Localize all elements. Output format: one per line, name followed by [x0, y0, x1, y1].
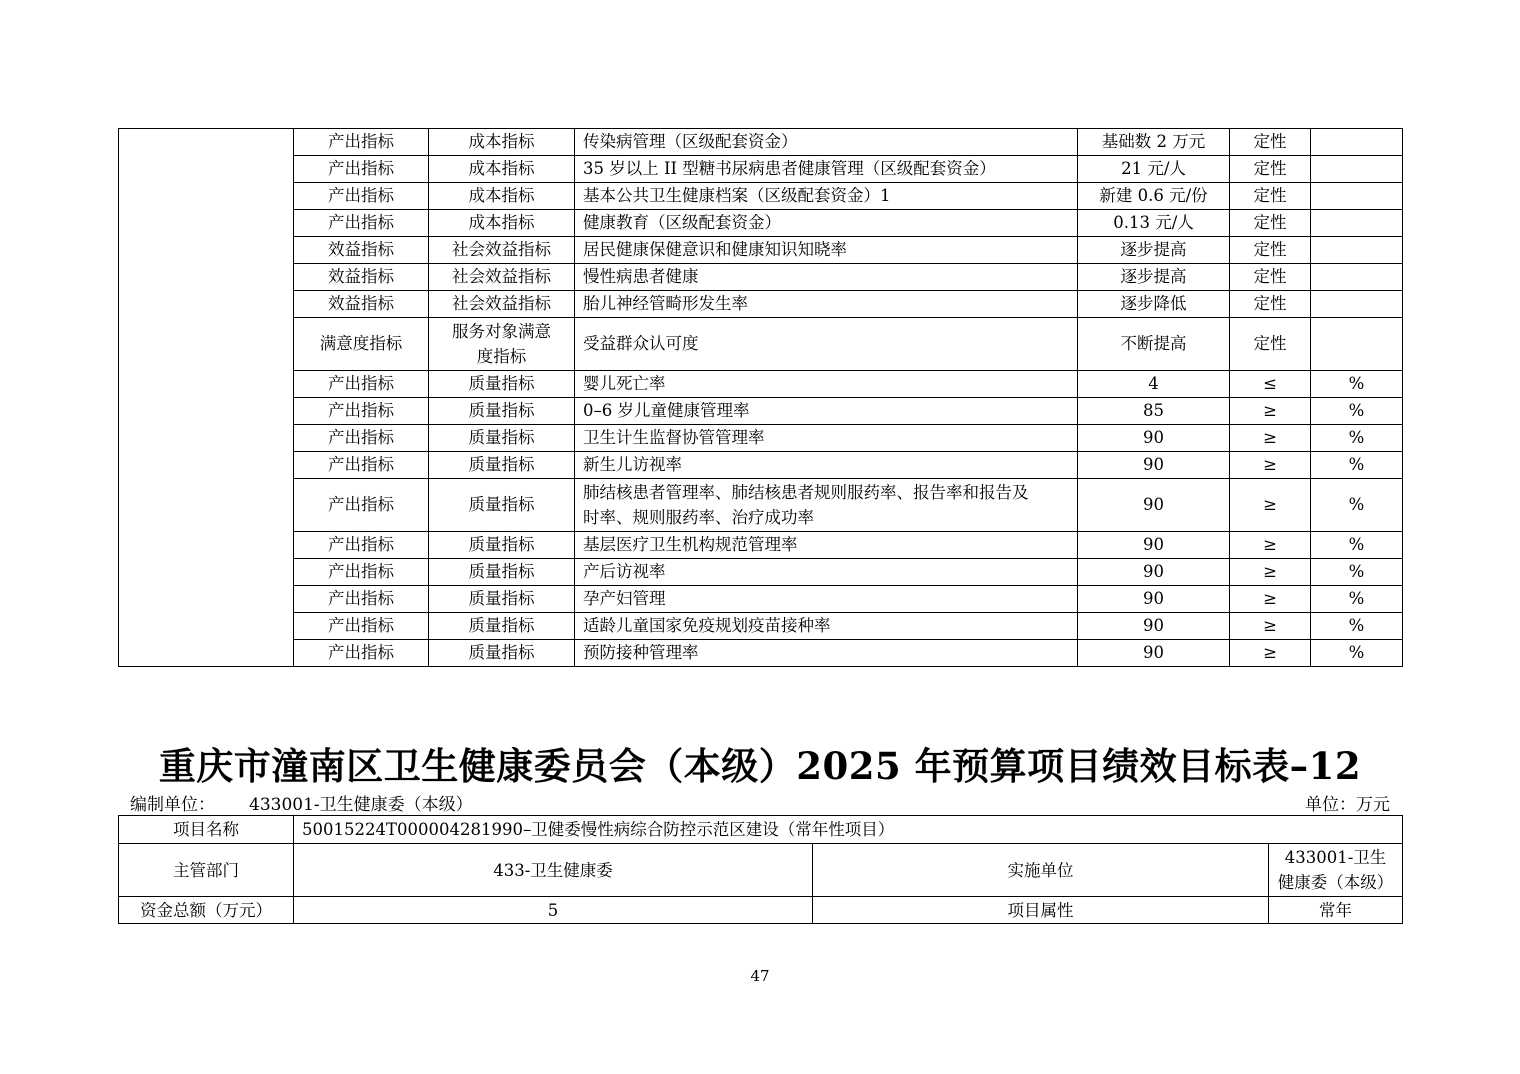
indicator-value: 90: [1078, 613, 1230, 640]
indicator-unit: [1311, 237, 1403, 264]
indicator-table-body: [119, 129, 1403, 667]
indicator-unit: %: [1311, 398, 1403, 425]
indicator-unit: %: [1311, 586, 1403, 613]
indicator-name: 传染病管理（区级配套资金）: [575, 129, 1078, 156]
fund-total-value: 5: [294, 897, 813, 924]
indicator-name: 0–6 岁儿童健康管理率: [575, 398, 1078, 425]
table-row: [119, 264, 1403, 291]
table-row: [119, 640, 1403, 667]
indicator-unit: %: [1311, 425, 1403, 452]
table-row: [119, 586, 1403, 613]
indicator-operator: ≥: [1230, 452, 1311, 479]
table-row: [119, 452, 1403, 479]
indicator-value: 90: [1078, 479, 1230, 532]
indicator-operator: 定性: [1230, 237, 1311, 264]
indicator-value: 90: [1078, 559, 1230, 586]
indicator-value: 90: [1078, 640, 1230, 667]
indicator-value: 90: [1078, 586, 1230, 613]
indicator-unit: [1311, 264, 1403, 291]
level1-indicator: 效益指标: [294, 237, 429, 264]
level1-indicator: 产出指标: [294, 452, 429, 479]
level1-indicator: 产出指标: [294, 586, 429, 613]
level2-indicator: 质量指标: [429, 425, 575, 452]
level2-indicator: 质量指标: [429, 586, 575, 613]
level2-indicator-line2: 度指标: [476, 347, 527, 366]
level2-indicator: 质量指标: [429, 398, 575, 425]
indicator-name: 孕产妇管理: [575, 586, 1078, 613]
level1-indicator: 产出指标: [294, 183, 429, 210]
level2-indicator: 成本指标: [429, 183, 575, 210]
indicator-unit: %: [1311, 532, 1403, 559]
table-row: [119, 129, 1403, 156]
indicator-operator: ≥: [1230, 586, 1311, 613]
indicator-name: 胎儿神经管畸形发生率: [575, 291, 1078, 318]
level1-indicator: 效益指标: [294, 291, 429, 318]
page-title: 重庆市潼南区卫生健康委员会（本级）2025 年预算项目绩效目标表–12: [158, 744, 1362, 788]
indicator-operator: 定性: [1230, 183, 1311, 210]
level2-indicator: 社会效益指标: [429, 237, 575, 264]
table-row: [119, 291, 1403, 318]
indicator-operator: ≥: [1230, 479, 1311, 532]
indicator-value: 85: [1078, 398, 1230, 425]
table-row: [119, 371, 1403, 398]
indicator-unit: [1311, 291, 1403, 318]
table-row: [119, 156, 1403, 183]
indicator-unit: %: [1311, 640, 1403, 667]
indicator-name: [575, 479, 1078, 532]
indicator-unit: [1311, 129, 1403, 156]
indicator-operator: ≥: [1230, 613, 1311, 640]
indicator-unit: %: [1311, 479, 1403, 532]
indicator-name: 婴儿死亡率: [575, 371, 1078, 398]
indicator-operator: ≤: [1230, 371, 1311, 398]
indicator-name: 产后访视率: [575, 559, 1078, 586]
indicator-unit: %: [1311, 452, 1403, 479]
department-row: [119, 844, 1403, 897]
project-blank-cell: [119, 129, 294, 667]
fund-row: [119, 897, 1403, 924]
indicator-unit: [1311, 183, 1403, 210]
compiling-unit-label: 编制单位：: [130, 795, 215, 815]
indicator-name: 基本公共卫生健康档案（区级配套资金）1: [575, 183, 1078, 210]
table-row: [119, 559, 1403, 586]
level1-indicator: 产出指标: [294, 156, 429, 183]
indicator-value: 逐步提高: [1078, 237, 1230, 264]
indicator-name: 卫生计生监督协管管理率: [575, 425, 1078, 452]
project-name-row: [119, 816, 1403, 844]
indicator-name: 慢性病患者健康: [575, 264, 1078, 291]
level1-indicator: 产出指标: [294, 479, 429, 532]
indicator-value: 不断提高: [1078, 318, 1230, 371]
level2-indicator: 成本指标: [429, 129, 575, 156]
table-row: [119, 532, 1403, 559]
indicator-value: 90: [1078, 532, 1230, 559]
level2-indicator: 社会效益指标: [429, 264, 575, 291]
fund-total-label: 资金总额（万元）: [119, 897, 294, 924]
level2-indicator: 成本指标: [429, 156, 575, 183]
level2-indicator: 质量指标: [429, 479, 575, 532]
indicator-name-line1: 肺结核患者管理率、肺结核患者规则服药率、报告率和报告及: [583, 483, 1029, 502]
indicator-unit: [1311, 210, 1403, 237]
level1-indicator: 产出指标: [294, 640, 429, 667]
level2-indicator: 质量指标: [429, 452, 575, 479]
page-number: 47: [750, 967, 770, 985]
level1-indicator: 效益指标: [294, 264, 429, 291]
level1-indicator: 满意度指标: [294, 318, 429, 371]
project-name-label: 项目名称: [119, 816, 294, 844]
indicator-operator: 定性: [1230, 318, 1311, 371]
table-row: [119, 398, 1403, 425]
indicator-operator: 定性: [1230, 156, 1311, 183]
level2-indicator: 质量指标: [429, 559, 575, 586]
table-row: [119, 210, 1403, 237]
level2-indicator: 成本指标: [429, 210, 575, 237]
level1-indicator: 产出指标: [294, 425, 429, 452]
indicator-operator: ≥: [1230, 425, 1311, 452]
table-row: [119, 479, 1403, 532]
department-value: 433-卫生健康委: [294, 844, 813, 897]
indicator-operator: 定性: [1230, 210, 1311, 237]
department-label: 主管部门: [119, 844, 294, 897]
indicator-name: 居民健康保健意识和健康知识知晓率: [575, 237, 1078, 264]
indicator-table: [118, 128, 1403, 667]
level1-indicator: 产出指标: [294, 532, 429, 559]
indicator-unit: [1311, 156, 1403, 183]
currency-unit: 单位：万元: [1305, 795, 1390, 815]
project-attribute-label: 项目属性: [813, 897, 1269, 924]
indicator-name: 基层医疗卫生机构规范管理率: [575, 532, 1078, 559]
table-row: [119, 318, 1403, 371]
table-row: [119, 425, 1403, 452]
indicator-operator: ≥: [1230, 559, 1311, 586]
indicator-unit: %: [1311, 559, 1403, 586]
level1-indicator: 产出指标: [294, 210, 429, 237]
indicator-operator: ≥: [1230, 640, 1311, 667]
level2-indicator-line1: 服务对象满意: [452, 322, 551, 341]
indicator-unit: %: [1311, 371, 1403, 398]
indicator-value: 逐步提高: [1078, 264, 1230, 291]
indicator-name: 预防接种管理率: [575, 640, 1078, 667]
level2-indicator: 质量指标: [429, 532, 575, 559]
indicator-name: 35 岁以上 II 型糖书尿病患者健康管理（区级配套资金）: [575, 156, 1078, 183]
indicator-value: 90: [1078, 452, 1230, 479]
level2-indicator: 质量指标: [429, 640, 575, 667]
indicator-value: 逐步降低: [1078, 291, 1230, 318]
implementer-label: 实施单位: [813, 844, 1269, 897]
implementer-value-line1: 433001-卫生: [1284, 848, 1387, 867]
project-attribute-value: 常年: [1269, 897, 1403, 924]
indicator-value: 0.13 元/人: [1078, 210, 1230, 237]
indicator-value: 基础数 2 万元: [1078, 129, 1230, 156]
indicator-value: 90: [1078, 425, 1230, 452]
indicator-value: 新建 0.6 元/份: [1078, 183, 1230, 210]
level1-indicator: 产出指标: [294, 398, 429, 425]
indicator-operator: ≥: [1230, 532, 1311, 559]
level2-indicator: 质量指标: [429, 613, 575, 640]
implementer-value: [1269, 844, 1403, 897]
compiling-unit-value: 433001-卫生健康委（本级）: [249, 795, 473, 815]
indicator-unit: [1311, 318, 1403, 371]
indicator-operator: 定性: [1230, 264, 1311, 291]
indicator-operator: 定性: [1230, 129, 1311, 156]
level1-indicator: 产出指标: [294, 559, 429, 586]
table-row: [119, 237, 1403, 264]
level2-indicator: 质量指标: [429, 371, 575, 398]
indicator-value: 21 元/人: [1078, 156, 1230, 183]
indicator-name: 新生儿访视率: [575, 452, 1078, 479]
level2-indicator: [429, 318, 575, 371]
indicator-name-line2: 时率、规则服药率、治疗成功率: [583, 508, 814, 527]
level1-indicator: 产出指标: [294, 613, 429, 640]
indicator-operator: ≥: [1230, 398, 1311, 425]
compiling-unit: [130, 790, 473, 815]
table-row: [119, 183, 1403, 210]
indicator-value: 4: [1078, 371, 1230, 398]
indicator-name: 适龄儿童国家免疫规划疫苗接种率: [575, 613, 1078, 640]
indicator-unit: %: [1311, 613, 1403, 640]
level1-indicator: 产出指标: [294, 129, 429, 156]
level2-indicator: 社会效益指标: [429, 291, 575, 318]
project-info-table: [118, 815, 1403, 924]
project-name-value: 50015224T000004281990–卫健委慢性病综合防控示范区建设（常年性项目）: [294, 816, 1403, 844]
level1-indicator: 产出指标: [294, 371, 429, 398]
table-row: [119, 613, 1403, 640]
indicator-operator: 定性: [1230, 291, 1311, 318]
indicator-name: 健康教育（区级配套资金）: [575, 210, 1078, 237]
indicator-name: 受益群众认可度: [575, 318, 1078, 371]
implementer-value-line2: 健康委（本级）: [1277, 873, 1394, 892]
